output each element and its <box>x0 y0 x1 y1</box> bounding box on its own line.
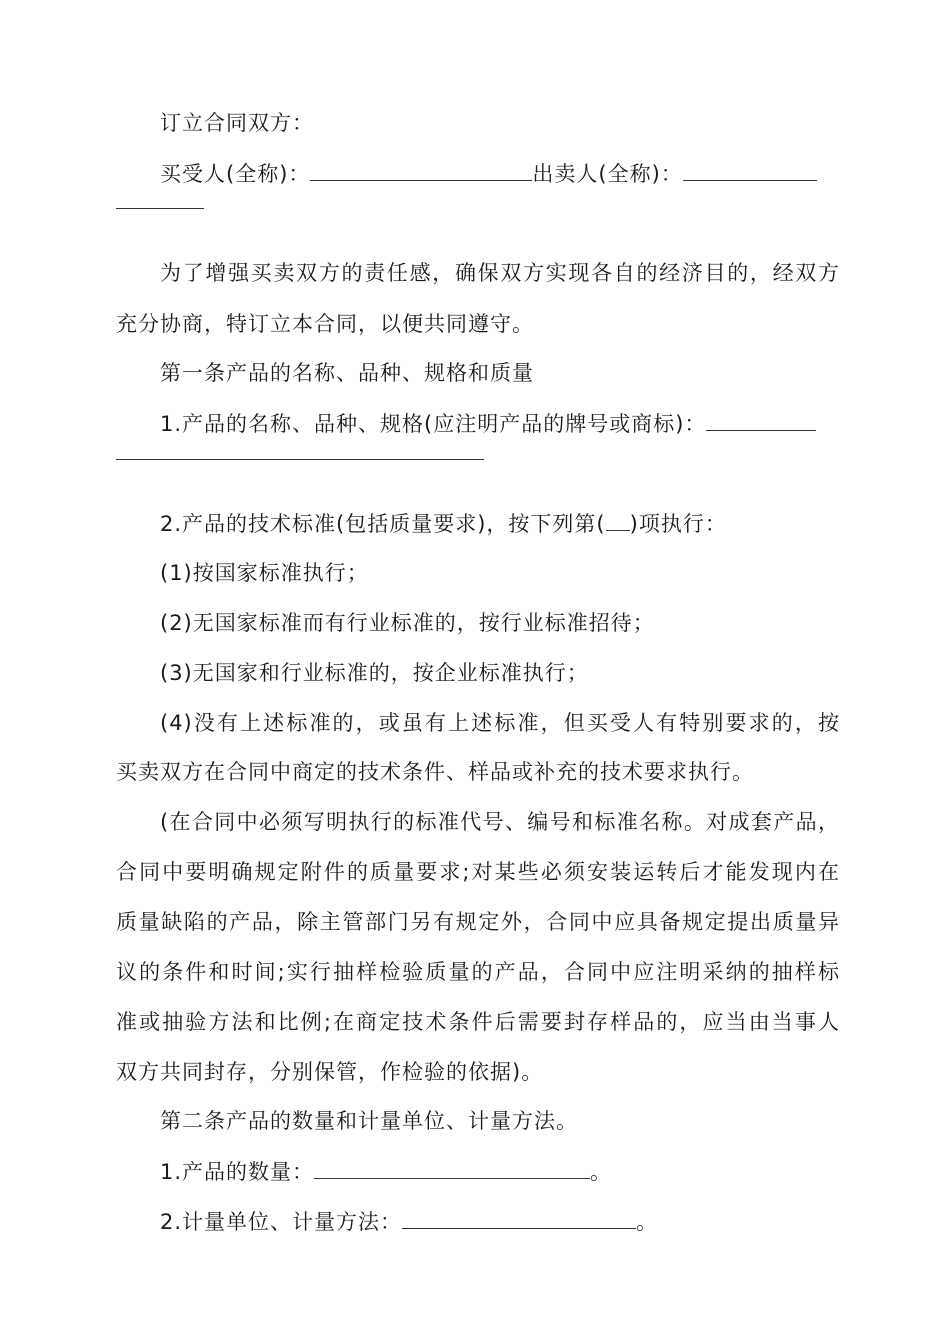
parties-heading: 订立合同双方： <box>160 111 314 135</box>
quantity-end: 。 <box>590 1160 613 1184</box>
unit-line <box>160 1208 840 1235</box>
seller-name-blank-continuation[interactable] <box>116 208 204 209</box>
item1-label: 1.产品的名称、品种、规格(应注明产品的牌号或商标)： <box>160 412 707 436</box>
note-line-2: 合同中要明确规定附件的质量要求;对某些必须安装运转后才能发现内在 <box>116 860 840 884</box>
quantity-line <box>160 1158 840 1185</box>
option-4-line-1: (4)没有上述标准的，或虽有上述标准，但买受人有特别要求的，按 <box>160 711 840 735</box>
buyer-label: 买受人(全称)： <box>160 162 311 186</box>
note-line-5: 准或抽验方法和比例;在商定技术条件后需要封存样品的，应当由当事人 <box>116 1010 840 1034</box>
unit-method-blank[interactable] <box>402 1208 636 1229</box>
note-line-1: (在合同中必须写明执行的标准代号、编号和标准名称。对成套产品， <box>160 810 840 834</box>
seller-name-blank[interactable] <box>683 160 817 181</box>
article1-title: 第一条产品的名称、品种、规格和质量 <box>160 361 534 385</box>
unit-end: 。 <box>636 1210 659 1234</box>
seller-label: 出卖人(全称)： <box>532 162 683 186</box>
buyer-name-blank[interactable] <box>310 160 532 181</box>
purpose-line-2: 充分协商，特订立本合同，以便共同遵守。 <box>116 312 534 336</box>
option-2: (2)无国家标准而有行业标准的，按行业标准招待； <box>160 611 655 635</box>
note-line-4: 议的条件和时间;实行抽样检验质量的产品，合同中应注明采纳的抽样标 <box>116 960 840 984</box>
option-choice-blank[interactable] <box>606 510 630 531</box>
note-line-3: 质量缺陷的产品，除主管部门另有规定外，合同中应具备规定提出质量异 <box>116 910 840 934</box>
item1-line <box>160 410 840 437</box>
unit-label: 2.计量单位、计量方法： <box>160 1210 403 1234</box>
quantity-label: 1.产品的数量： <box>160 1160 315 1184</box>
item2-line <box>160 510 840 537</box>
note-line-6: 双方共同封存，分别保管，作检验的依据)。 <box>116 1060 544 1084</box>
option-3: (3)无国家和行业标准的，按企业标准执行； <box>160 661 589 685</box>
item2-post: )项执行： <box>629 512 727 536</box>
option-4-line-2: 买卖双方在合同中商定的技术条件、样品或补充的技术要求执行。 <box>116 760 754 784</box>
quantity-blank[interactable] <box>314 1158 590 1179</box>
product-spec-blank[interactable] <box>706 410 816 431</box>
article2-title: 第二条产品的数量和计量单位、计量方法。 <box>160 1109 578 1133</box>
purpose-line-1: 为了增强买卖双方的责任感，确保双方实现各自的经济目的，经双方 <box>160 261 840 285</box>
parties-line <box>160 160 840 187</box>
option-1: (1)按国家标准执行； <box>160 561 369 585</box>
product-spec-blank-continuation[interactable] <box>116 459 484 460</box>
item2-pre: 2.产品的技术标准(包括质量要求)，按下列第( <box>160 512 606 536</box>
